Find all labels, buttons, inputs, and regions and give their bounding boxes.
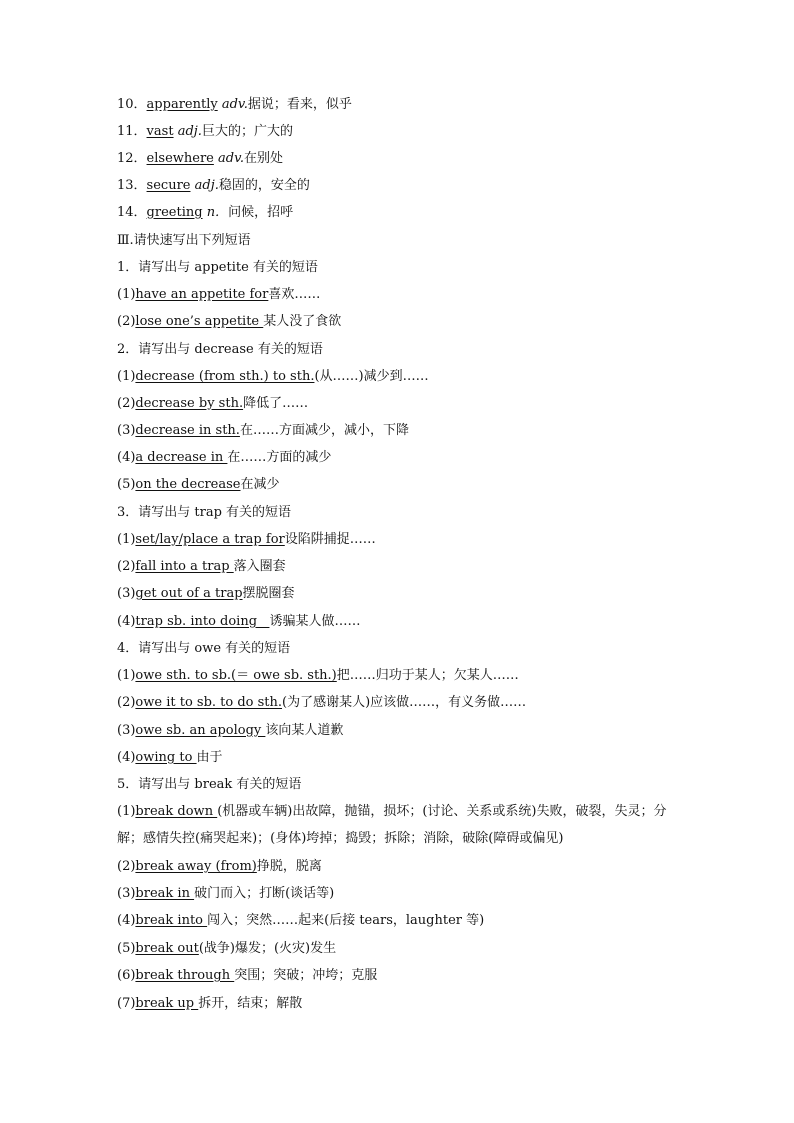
- phrase-item: [117, 996, 682, 1012]
- vocab-word: elsewhere: [146, 151, 214, 166]
- phrase-meaning: (从……)减少到……: [314, 369, 429, 384]
- phrase-text: owe it to sb. to do sth.: [135, 695, 283, 710]
- vocab-item: [117, 205, 682, 221]
- phrase-text: decrease by sth.: [135, 396, 244, 411]
- phrase-meaning: 诱骗某人做……: [269, 614, 361, 629]
- item-number: (5): [117, 477, 136, 492]
- item-number: (4): [117, 913, 136, 928]
- group-heading: 1．请写出与 appetite 有关的短语: [117, 260, 318, 275]
- item-number: 11．: [117, 124, 147, 139]
- phrase-text: owe sth. to sb.(＝ owe sb. sth.): [135, 668, 337, 683]
- vocab-meaning: 稳固的，安全的: [218, 178, 310, 193]
- vocab-meaning: 在别处: [244, 151, 284, 166]
- phrase-meaning: 该向某人道歉: [265, 723, 344, 738]
- phrase-text: have an appetite for: [135, 287, 269, 302]
- phrase-text: break through: [135, 968, 235, 983]
- phrase-text: owe sb. an apology: [135, 723, 266, 738]
- phrase-meaning: 喜欢……: [268, 287, 321, 302]
- vocab-item: [117, 178, 682, 194]
- part-of-speech: adv.: [218, 151, 245, 166]
- phrase-item: [117, 314, 682, 330]
- vocab-item: [117, 151, 682, 167]
- part-of-speech: adv.: [221, 97, 248, 112]
- item-number: (4): [117, 750, 136, 765]
- item-number: 14．: [117, 205, 147, 220]
- phrase-text: trap sb. into doing: [135, 614, 270, 629]
- part-of-speech: adj.: [194, 178, 219, 193]
- phrase-text: decrease (from sth.) to sth.: [135, 369, 315, 384]
- item-number: (7): [117, 996, 136, 1011]
- phrase-text: owing to: [135, 750, 197, 765]
- phrase-item: [117, 886, 682, 902]
- vocab-word: apparently: [146, 97, 218, 112]
- item-number: (3): [117, 723, 136, 738]
- group-heading: 3．请写出与 trap 有关的短语: [117, 505, 292, 520]
- phrase-meaning: (为了感谢某人)应该做……，有义务做……: [282, 695, 527, 710]
- phrase-text: lose one’s appetite: [135, 314, 264, 329]
- vocab-meaning: 问候，招呼: [228, 205, 294, 220]
- vocab-word: greeting: [146, 205, 203, 220]
- phrase-item: [117, 859, 682, 875]
- item-number: (2): [117, 396, 136, 411]
- vocab-item: [117, 97, 682, 113]
- vocab-item: [117, 124, 682, 140]
- phrase-item: [117, 586, 682, 602]
- phrase-text: break down: [135, 804, 218, 819]
- phrase-meaning: 闯入；突然……起来(后接 tears，laughter 等): [207, 913, 485, 928]
- phrase-item: [117, 695, 682, 711]
- vocab-word: secure: [146, 178, 191, 193]
- phrase-text: break out: [135, 941, 199, 956]
- phrase-text: break up: [135, 996, 199, 1011]
- phrase-meaning: 破门而入；打断(谈话等): [194, 886, 335, 901]
- part-of-speech: n．: [206, 205, 229, 220]
- group-heading: 2．请写出与 decrease 有关的短语: [117, 342, 323, 357]
- item-number: (1): [117, 668, 136, 683]
- phrase-item: [117, 941, 682, 957]
- item-number: (1): [117, 532, 136, 547]
- phrase-meaning: 设陷阱捕捉……: [284, 532, 376, 547]
- item-number: (3): [117, 586, 136, 601]
- phrase-text: set/lay/place a trap for: [135, 532, 285, 547]
- phrase-text: break away (from): [135, 859, 257, 874]
- section-title: Ⅲ.请快速写出下列短语: [117, 233, 251, 248]
- phrase-item: [117, 450, 682, 466]
- group-heading: 4．请写出与 owe 有关的短语: [117, 641, 291, 656]
- phrase-text: break into: [135, 913, 208, 928]
- phrase-item: [117, 668, 682, 684]
- phrase-meaning: 某人没了食欲: [263, 314, 342, 329]
- phrase-item: [117, 968, 682, 984]
- phrase-text: get out of a trap: [135, 586, 243, 601]
- phrase-text: break in: [135, 886, 195, 901]
- item-number: (1): [117, 369, 136, 384]
- item-number: (2): [117, 314, 136, 329]
- item-number: (4): [117, 614, 136, 629]
- phrase-meaning: (机器或车辆)出故障，抛锚，损坏；(讨论、关系或系统)失败，破裂，失灵；分解；感情失控(痛哭起来)；(身体)垮掉；捣毁；拆除；消除，破除(障碍或偏见): [117, 804, 667, 846]
- item-number: (6): [117, 968, 136, 983]
- phrase-item: [117, 396, 682, 412]
- group-heading: 5．请写出与 break 有关的短语: [117, 777, 302, 792]
- phrase-text: on the decrease: [135, 477, 241, 492]
- phrase-meaning: 由于: [196, 750, 223, 765]
- phrase-item: [117, 423, 682, 439]
- phrase-meaning: 突围；突破；冲垮；克服: [234, 968, 378, 983]
- item-number: (1): [117, 287, 136, 302]
- phrase-item: [117, 559, 682, 575]
- item-number: (3): [117, 423, 136, 438]
- item-number: 12．: [117, 151, 147, 166]
- item-number: (2): [117, 695, 136, 710]
- item-number: (5): [117, 941, 136, 956]
- vocab-meaning: 巨大的；广大的: [201, 124, 293, 139]
- phrase-item: [117, 750, 682, 766]
- phrase-item: [117, 798, 682, 852]
- phrase-meaning: 落入圈套: [233, 559, 286, 574]
- item-number: (2): [117, 559, 136, 574]
- phrase-item: [117, 913, 682, 929]
- phrase-meaning: 把……归功于某人；欠某人……: [336, 668, 519, 683]
- phrase-item: [117, 614, 682, 630]
- item-number: 10．: [117, 97, 147, 112]
- phrase-text: fall into a trap: [135, 559, 234, 574]
- phrase-text: a decrease in: [135, 450, 228, 465]
- phrase-meaning: 在……方面减少，减小，下降: [239, 423, 409, 438]
- phrase-item: [117, 723, 682, 739]
- phrase-text: decrease in sth.: [135, 423, 240, 438]
- phrase-item: [117, 477, 682, 493]
- item-number: (2): [117, 859, 136, 874]
- phrase-item: [117, 287, 682, 303]
- phrase-meaning: 降低了……: [243, 396, 309, 411]
- phrase-meaning: 在减少: [240, 477, 280, 492]
- phrase-item: [117, 532, 682, 548]
- vocab-meaning: 据说；看来，似乎: [247, 97, 352, 112]
- phrase-meaning: 挣脱，脱离: [256, 859, 322, 874]
- item-number: (1): [117, 804, 136, 819]
- phrase-meaning: 拆开，结束；解散: [198, 996, 303, 1011]
- phrase-meaning: (战争)爆发；(火灾)发生: [198, 941, 337, 956]
- item-number: (4): [117, 450, 136, 465]
- item-number: (3): [117, 886, 136, 901]
- item-number: 13．: [117, 178, 147, 193]
- vocab-word: vast: [146, 124, 174, 139]
- phrase-meaning: 摆脱圈套: [242, 586, 295, 601]
- part-of-speech: adj.: [177, 124, 202, 139]
- phrase-meaning: 在……方面的减少: [227, 450, 332, 465]
- phrase-item: [117, 369, 682, 385]
